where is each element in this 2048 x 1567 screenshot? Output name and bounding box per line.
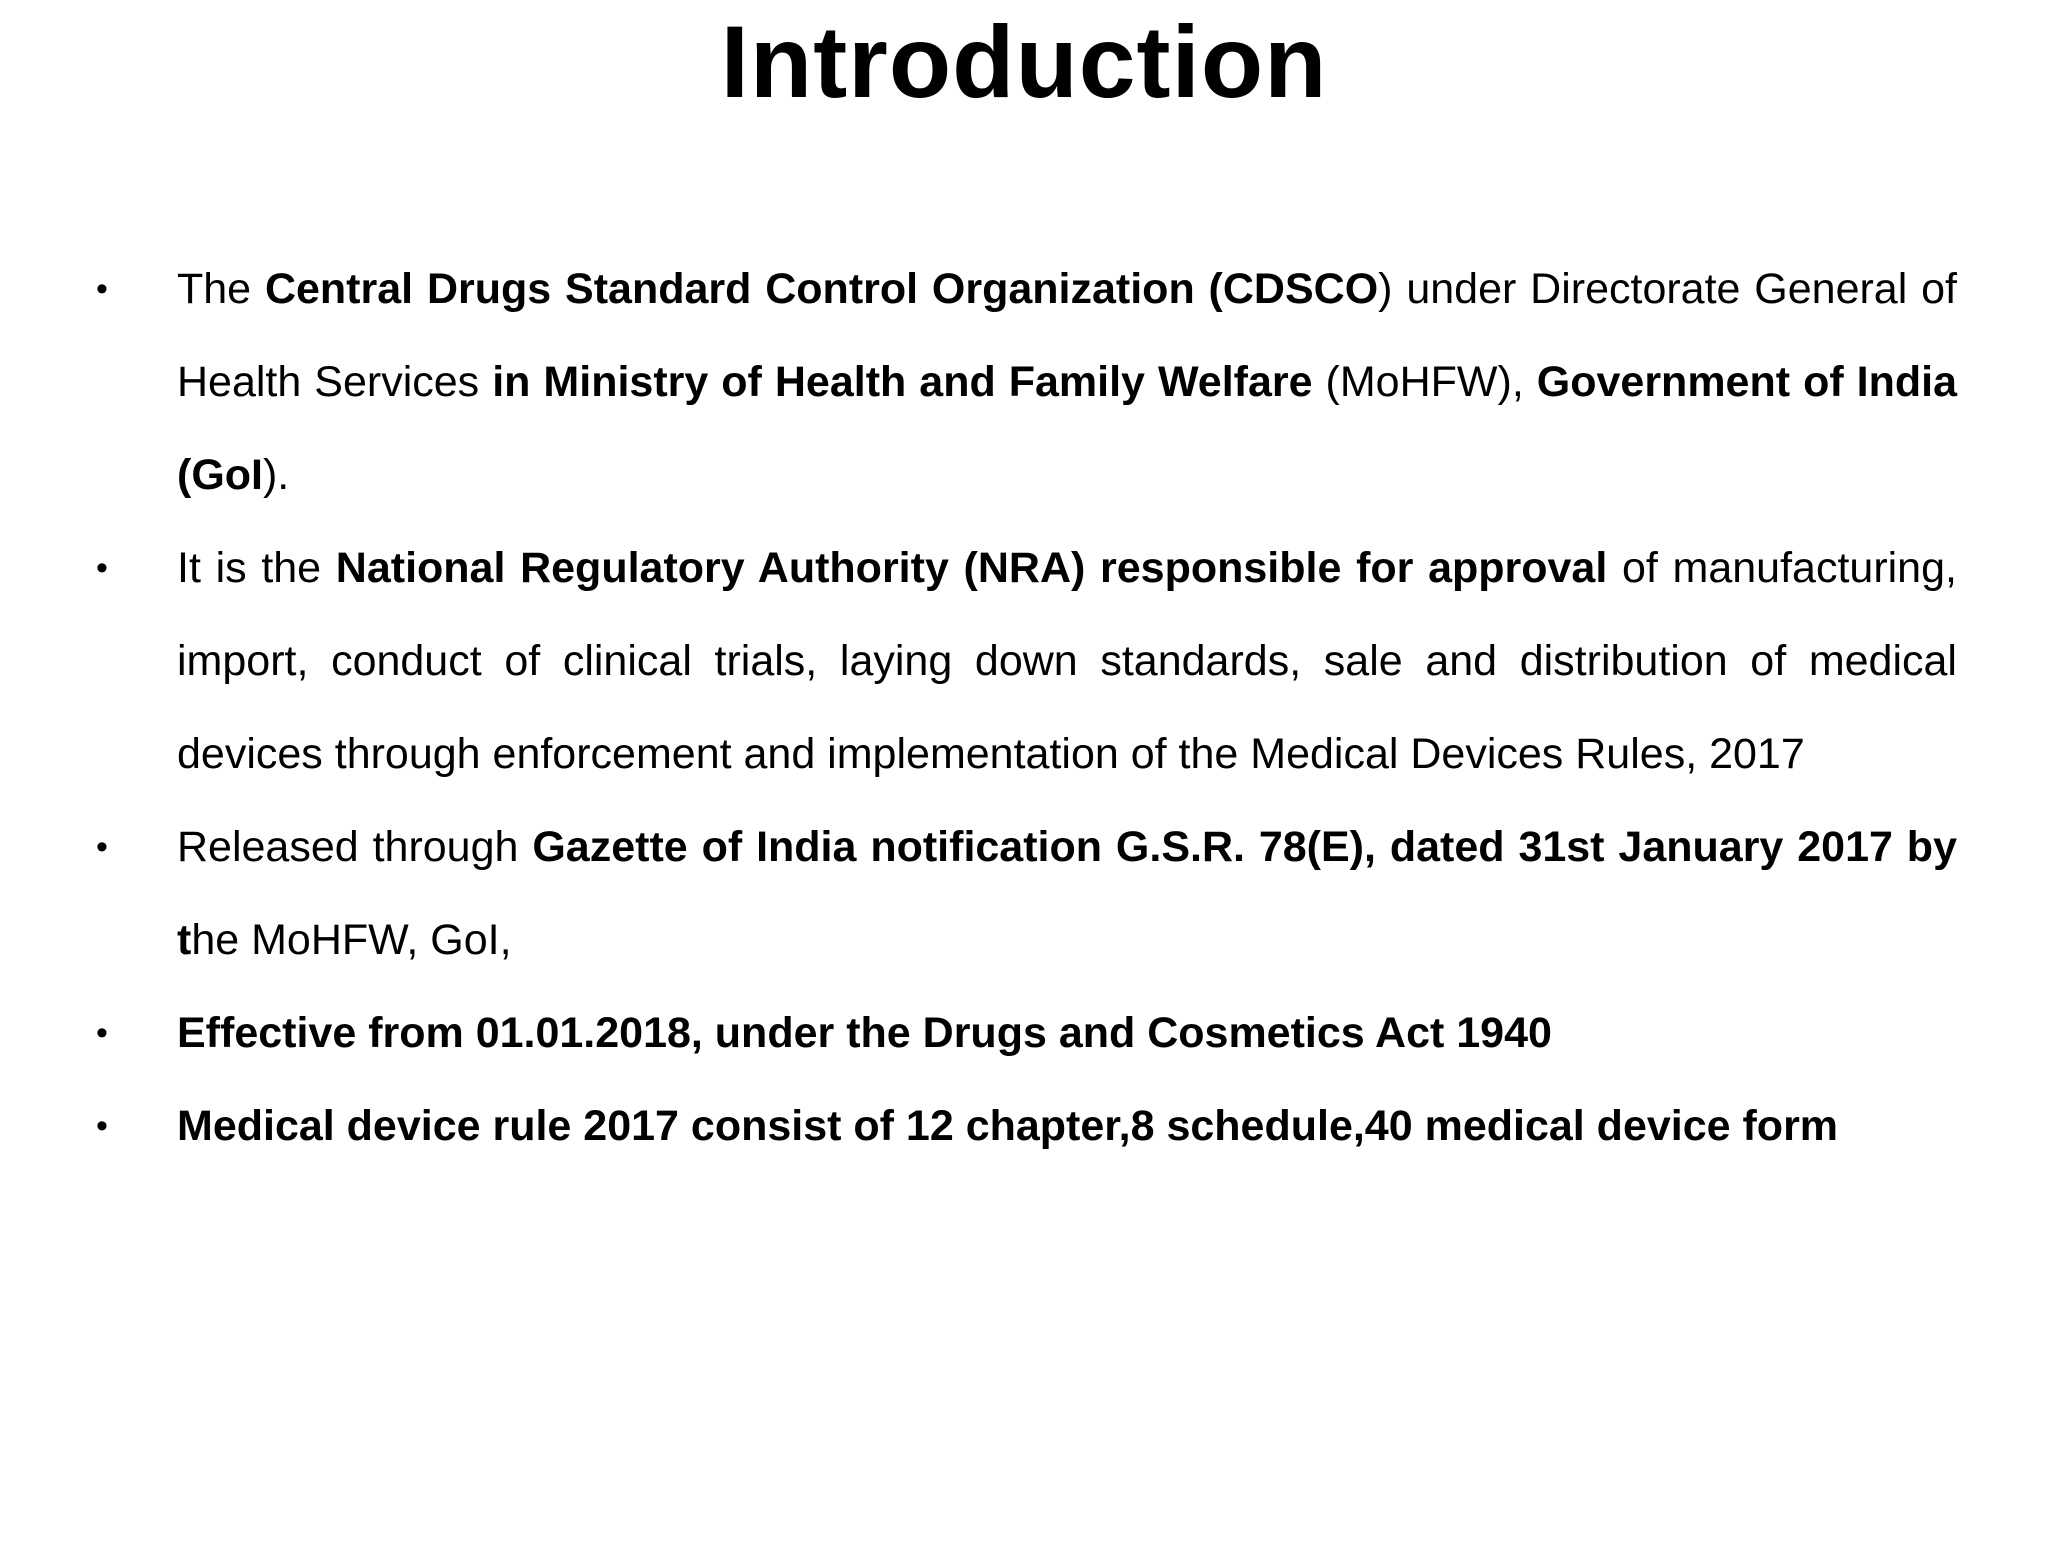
text-segment-bold: in Ministry of Health and Family Welfare — [492, 358, 1313, 406]
bullet-dot-icon: • — [96, 549, 108, 587]
bullet-item-structure — [0, 1080, 2048, 1173]
text-segment: Released through — [177, 823, 533, 871]
bullet-dot-icon: • — [96, 1014, 108, 1052]
text-segment-bold: Medical device rule 2017 consist of 12 chapter,8 schedule,40 medical device form — [177, 1102, 1839, 1150]
text-segment-bold: Government of India (GoI — [177, 358, 1957, 499]
text-segment: ) under Directorate General of Health Services — [177, 265, 1957, 406]
bullet-list — [0, 243, 2048, 1173]
text-segment: ). — [262, 451, 290, 499]
text-segment-bold: Effective from 01.01.2018, under the Drugs and Cosmetics Act 1940 — [177, 1009, 1552, 1057]
bullet-text — [177, 1009, 1552, 1057]
bullet-text — [177, 544, 1957, 778]
bullet-dot-icon: • — [96, 270, 108, 308]
text-segment: The — [177, 265, 265, 313]
bullet-item-nra — [0, 522, 2048, 801]
text-segment-bold: National Regulatory Authority (NRA) responsible for approval — [335, 544, 1608, 592]
text-segment: It is the — [177, 544, 336, 592]
bullet-text — [177, 265, 1957, 499]
bullet-item-gazette — [0, 801, 2048, 987]
bullet-dot-icon: • — [96, 1107, 108, 1145]
text-segment-bold: Central Drugs Standard Control Organization (CDSCO — [264, 265, 1379, 313]
bullet-text — [177, 1102, 1838, 1150]
bullet-dot-icon: • — [96, 828, 108, 866]
text-segment: he MoHFW, GoI, — [191, 916, 512, 964]
text-segment-bold: Gazette of India notification G.S.R. 78(E), dated 31st January 2017 by t — [177, 823, 1957, 964]
slide-title: Introduction — [720, 5, 1328, 119]
text-segment: (MoHFW), — [1312, 358, 1537, 406]
bullet-text — [177, 823, 1957, 964]
bullet-item-effective — [0, 987, 2048, 1080]
text-segment: of manufacturing, import, conduct of clinical trials, laying down standards, sale and distribution of medical devices through enforcement and implementation of the Medical Devices Rules, 2017 — [177, 544, 1957, 778]
bullet-item-cdsco — [0, 243, 2048, 522]
